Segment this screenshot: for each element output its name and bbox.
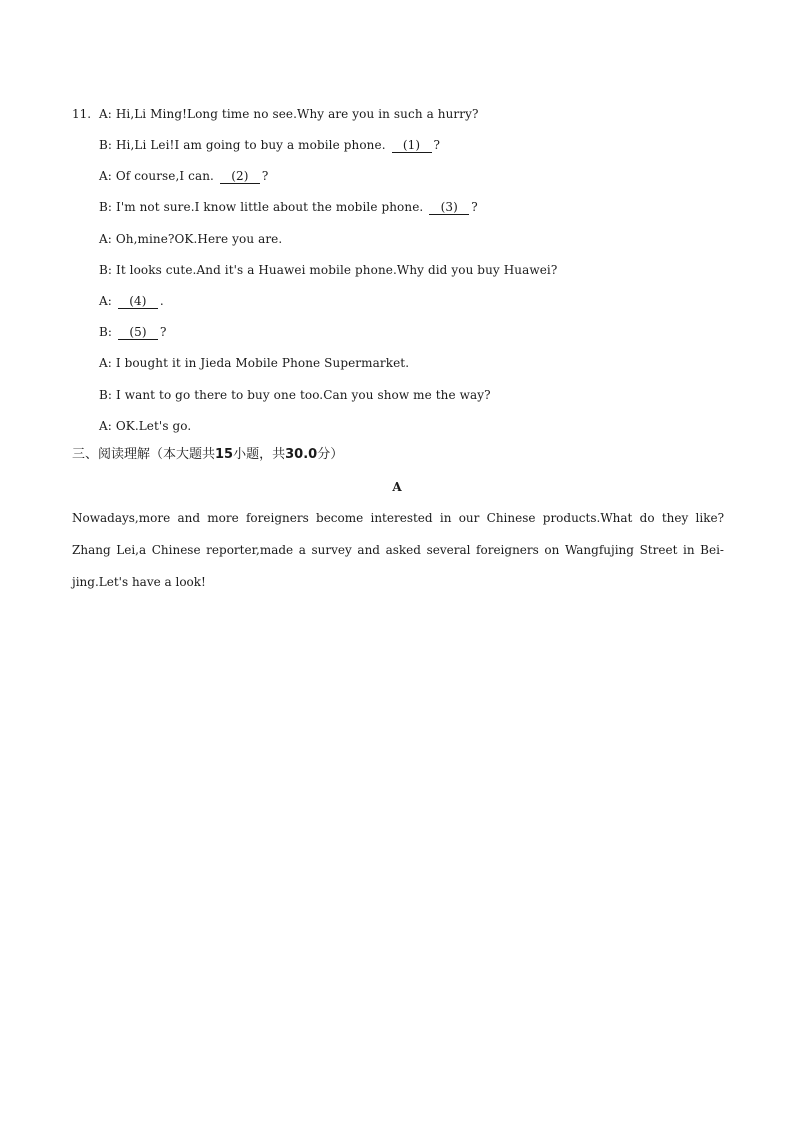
question-number: 11. bbox=[72, 107, 92, 121]
dialogue-text: B: I'm not sure.I know little about the mobile phone. bbox=[99, 200, 424, 214]
dialogue-text: B: bbox=[99, 325, 113, 339]
dialogue-text: B: It looks cute.And it's a Huawei mobile phone.Why did you buy Huawei? bbox=[99, 263, 558, 277]
dialogue-line bbox=[99, 418, 191, 434]
answer-blank: (5) bbox=[118, 326, 158, 340]
section-score: 30.0 bbox=[285, 447, 318, 462]
dialogue-line bbox=[99, 106, 479, 122]
dialogue-line bbox=[99, 293, 164, 309]
section-heading-prefix: 三、阅读理解（本大题共 bbox=[72, 447, 216, 462]
answer-blank: (3) bbox=[429, 201, 469, 215]
answer-blank: (4) bbox=[118, 295, 158, 309]
dialogue-text: A: Oh,mine?OK.Here you are. bbox=[99, 232, 283, 246]
dialogue-line bbox=[99, 137, 440, 153]
dialogue-line bbox=[99, 168, 268, 184]
dialogue-line bbox=[99, 262, 557, 278]
dialogue-punct: ? bbox=[471, 200, 478, 214]
section-heading bbox=[72, 447, 343, 463]
answer-blank: (2) bbox=[220, 170, 260, 184]
dialogue-line bbox=[99, 387, 491, 403]
dialogue-text: A: Of course,I can. bbox=[99, 169, 214, 183]
dialogue-punct: ? bbox=[159, 325, 167, 339]
dialogue-text: A: I bought it in Jieda Mobile Phone Supermarket. bbox=[99, 356, 410, 370]
section-heading-middle: 小题，共 bbox=[233, 447, 286, 462]
dialogue-punct: . bbox=[159, 294, 164, 308]
dialogue-punct: ? bbox=[433, 138, 441, 152]
dialogue-line bbox=[99, 199, 478, 215]
section-heading-suffix: 分） bbox=[317, 447, 344, 462]
dialogue-line bbox=[99, 355, 409, 371]
section-question-count: 15 bbox=[215, 447, 234, 462]
dialogue-line bbox=[99, 324, 167, 340]
dialogue-text: B: I want to go there to buy one too.Can you show me the way? bbox=[99, 388, 491, 402]
passage-title: A bbox=[392, 480, 402, 494]
dialogue-text: A: OK.Let's go. bbox=[99, 419, 192, 433]
dialogue-line bbox=[99, 231, 282, 247]
answer-blank: (1) bbox=[392, 139, 432, 153]
passage-paragraph: Nowadays,more and more foreigners become interested in our Chinese products.What do they like? Zhang Lei,a Chinese reporter,made a survey and asked several foreigners on Wangfujing Street in Bei-jing.Let's have a look! bbox=[72, 511, 724, 589]
dialogue-punct: ? bbox=[261, 169, 269, 183]
dialogue-text: B: Hi,Li Lei!I am going to buy a mobile phone. bbox=[99, 138, 386, 152]
dialogue-text: A: bbox=[99, 294, 112, 308]
dialogue-text: A: Hi,Li Ming!Long time no see.Why are you in such a hurry? bbox=[99, 107, 479, 121]
